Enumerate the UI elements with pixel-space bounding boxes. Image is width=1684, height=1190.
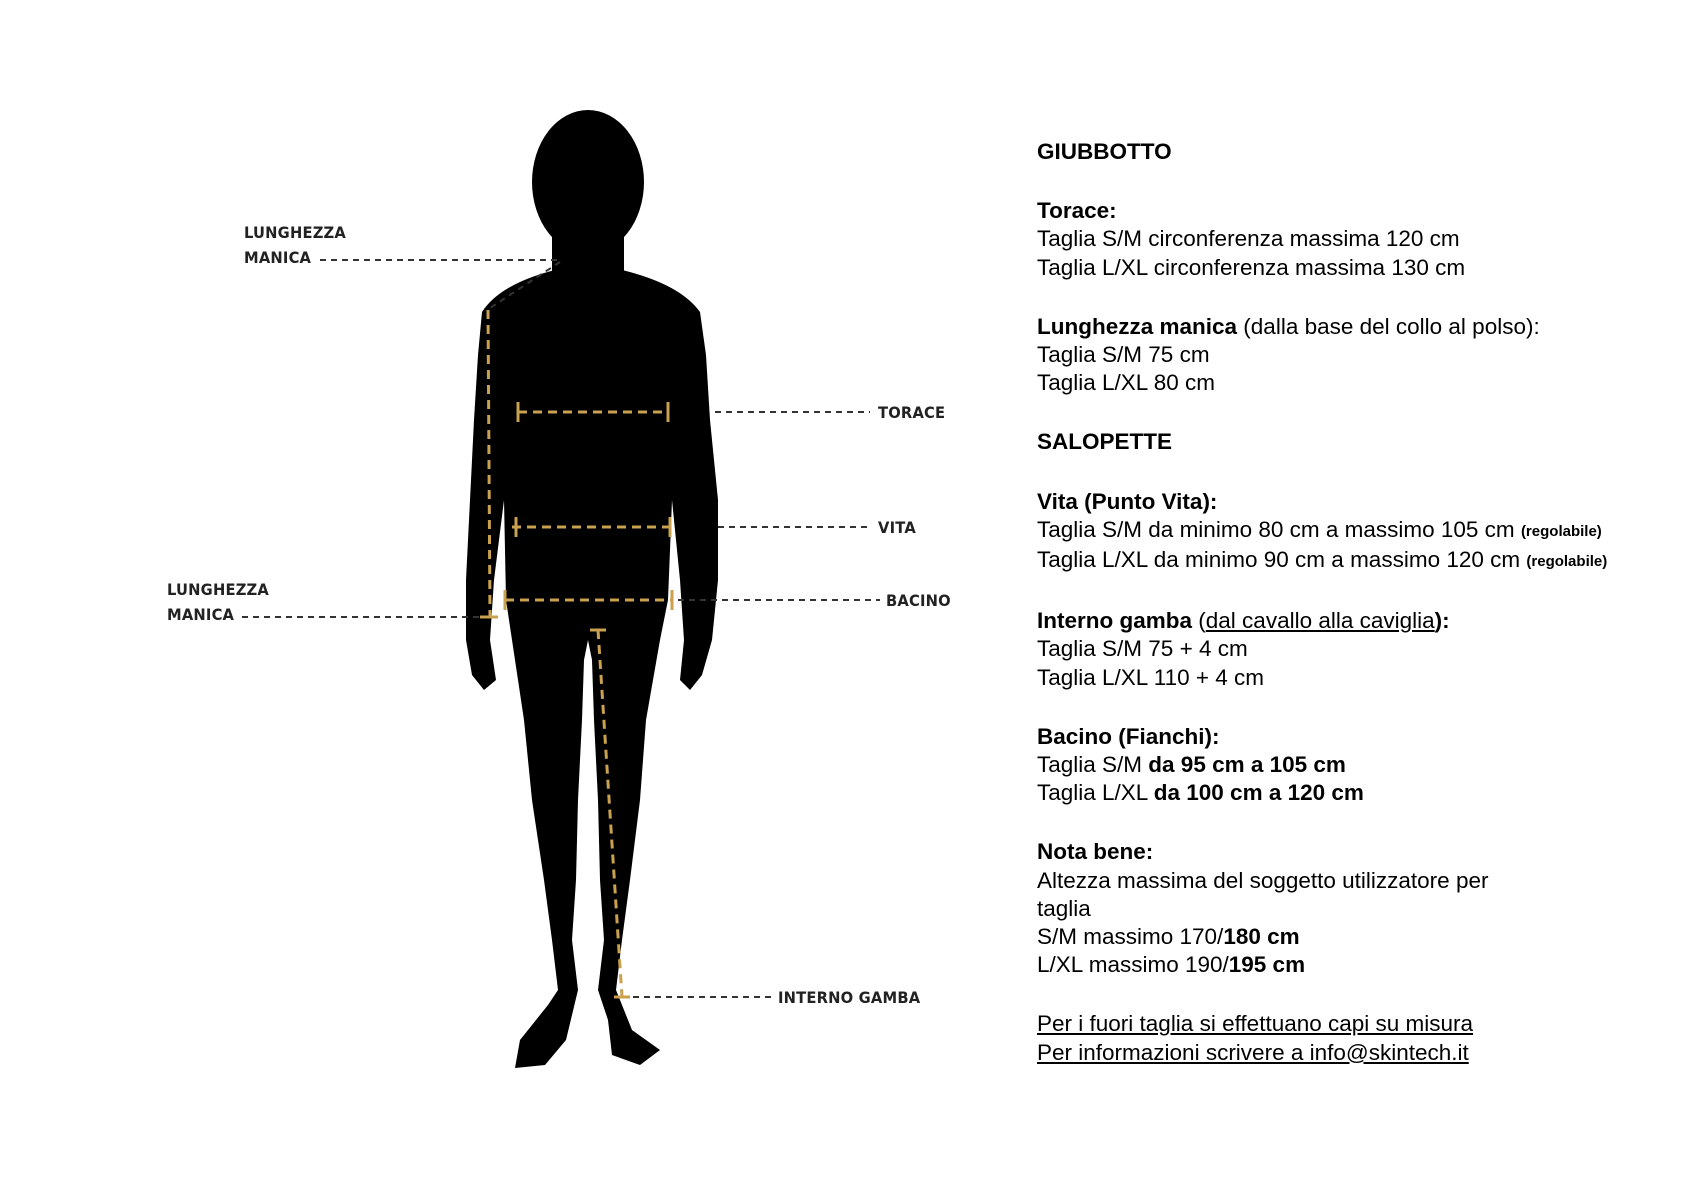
chest-heading: Torace: xyxy=(1037,198,1117,224)
note-heading: Nota bene: xyxy=(1037,839,1154,865)
note-line-2: taglia xyxy=(1037,895,1091,921)
waist-sm-line: Taglia S/M da minimo 80 cm a massimo 105 cm (regolabile) xyxy=(1037,516,1602,542)
jacket-title: GIUBBOTTO xyxy=(1037,139,1172,164)
sleeve-measure xyxy=(488,310,490,617)
body-silhouette xyxy=(466,110,718,1068)
note-sm-line: S/M massimo 170/180 cm xyxy=(1037,924,1300,950)
waist-lxl-line: Taglia L/XL da minimo 90 cm a massimo 120 cm (regolabile) xyxy=(1037,547,1608,573)
waist-label: VITA xyxy=(878,518,916,537)
inseam-sm: Taglia S/M 75 + 4 cm xyxy=(1037,636,1248,662)
hips-lxl-line: Taglia L/XL da 100 cm a 120 cm xyxy=(1037,780,1364,806)
sleeve-lxl: Taglia L/XL 80 cm xyxy=(1037,370,1216,396)
inseam-label: INTERNO GAMBA xyxy=(778,988,921,1007)
note-line-1: Altezza massima del soggetto utilizzatore per xyxy=(1037,867,1489,893)
sleeve-heading-line: Lunghezza manica (dalla base del collo al polso): xyxy=(1037,313,1540,339)
sleeve-bottom-label: LUNGHEZZA MANICA xyxy=(167,580,269,624)
chest-lxl: Taglia L/XL circonferenza massima 130 cm xyxy=(1037,254,1466,280)
sleeve-sm: Taglia S/M 75 cm xyxy=(1037,342,1210,368)
contact-line[interactable]: Per informazioni scrivere a info@skintech.it xyxy=(1037,1039,1469,1065)
sleeve-top-label: LUNGHEZZA MANICA xyxy=(244,223,346,267)
note-lxl-line: L/XL massimo 190/195 cm xyxy=(1037,952,1306,978)
chest-label: TORACE xyxy=(878,403,946,422)
custom-size-line: Per i fuori taglia si effettuano capi su misura xyxy=(1037,1011,1474,1037)
hips-heading: Bacino (Fianchi): xyxy=(1037,723,1220,749)
inseam-lxl: Taglia L/XL 110 + 4 cm xyxy=(1037,664,1265,690)
hips-sm-line: Taglia S/M da 95 cm a 105 cm xyxy=(1037,752,1346,778)
hips-label: BACINO xyxy=(886,591,951,610)
overalls-title: SALOPETTE xyxy=(1037,429,1173,455)
inseam-heading-line: Interno gamba (dal cavallo alla caviglia): xyxy=(1037,608,1450,634)
waist-heading: Vita (Punto Vita): xyxy=(1037,488,1218,514)
size-info-panel xyxy=(1037,138,1677,1067)
chest-sm: Taglia S/M circonferenza massima 120 cm xyxy=(1037,226,1460,252)
